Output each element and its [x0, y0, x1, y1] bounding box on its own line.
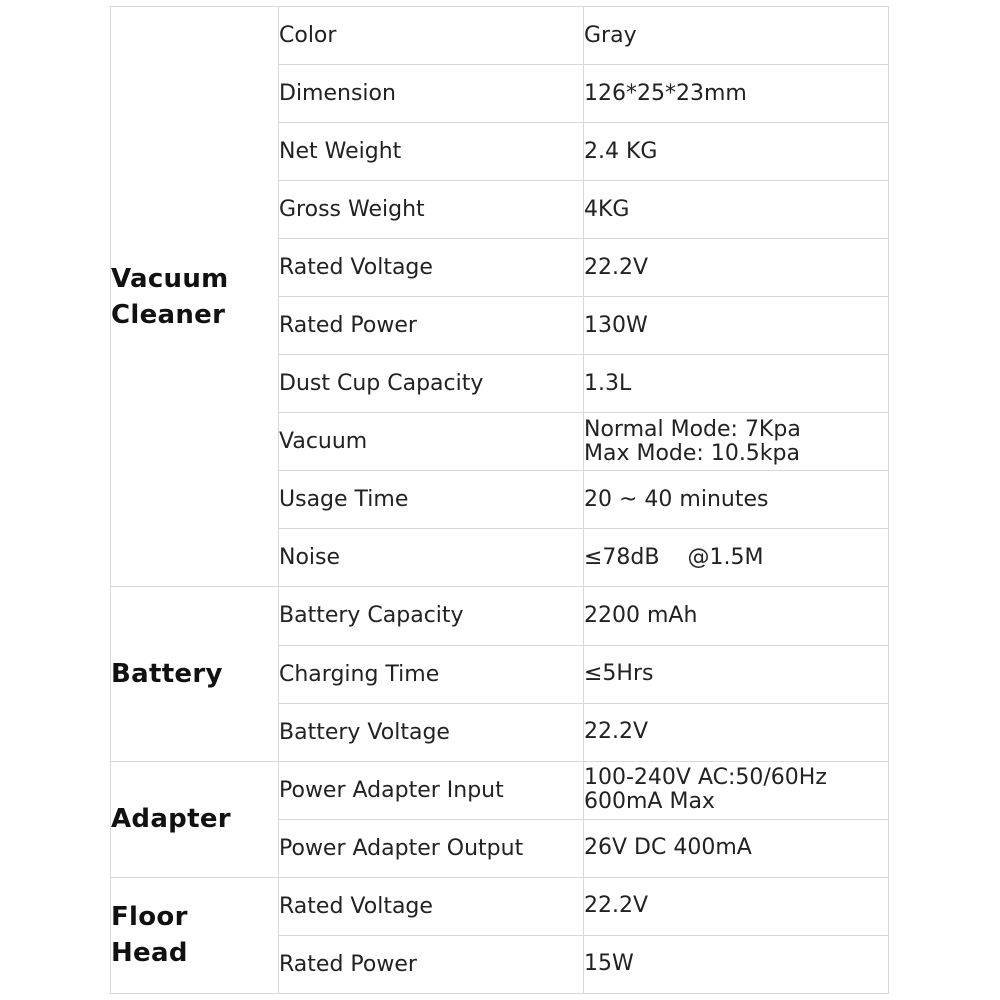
spec-value-line: 2200 mAh	[584, 602, 698, 628]
spec-label: Noise	[279, 529, 584, 587]
group-name-line: Cleaner	[111, 299, 226, 330]
spec-value	[584, 413, 889, 471]
spec-value-line: 15W	[584, 951, 634, 977]
group-name	[111, 877, 279, 993]
spec-value-line: 20 ~ 40 minutes	[584, 486, 769, 512]
spec-label: Rated Voltage	[279, 239, 584, 297]
spec-value-line: 4KG	[584, 196, 630, 222]
spec-label: Rated Voltage	[279, 877, 584, 935]
spec-table	[110, 6, 889, 994]
spec-row	[111, 7, 889, 65]
spec-label: Power Adapter Output	[279, 819, 584, 877]
spec-label: Rated Power	[279, 297, 584, 355]
spec-label: Vacuum	[279, 413, 584, 471]
spec-value-line: 22.2V	[584, 254, 649, 280]
spec-label: Color	[279, 7, 584, 65]
group-name-line: Battery	[111, 659, 223, 690]
spec-value-line: 126*25*23mm	[584, 80, 747, 106]
group-name-line: Floor	[111, 902, 188, 933]
group-name-line: Head	[111, 938, 188, 969]
spec-value	[584, 471, 889, 529]
spec-value	[584, 123, 889, 181]
spec-value	[584, 645, 889, 703]
spec-value	[584, 587, 889, 645]
spec-label: Rated Power	[279, 935, 584, 993]
spec-value-line: 2.4 KG	[584, 138, 658, 164]
group-name	[111, 587, 279, 761]
spec-value-line: Gray	[584, 22, 637, 48]
spec-label: Dust Cup Capacity	[279, 355, 584, 413]
spec-value	[584, 65, 889, 123]
spec-value	[584, 935, 889, 993]
spec-row	[111, 877, 889, 935]
spec-value	[584, 703, 889, 761]
spec-value	[584, 7, 889, 65]
group-name	[111, 7, 279, 587]
spec-value-line: 22.2V	[584, 719, 649, 745]
spec-label: Power Adapter Input	[279, 761, 584, 819]
spec-value-line: 600mA Max	[584, 789, 715, 815]
spec-value	[584, 877, 889, 935]
spec-value-line: ≤5Hrs	[584, 661, 654, 687]
spec-value-line: 100-240V AC:50/60Hz	[584, 765, 827, 791]
spec-value	[584, 239, 889, 297]
group-name-line: Adapter	[111, 804, 231, 835]
spec-label: Net Weight	[279, 123, 584, 181]
spec-label: Charging Time	[279, 645, 584, 703]
spec-label: Battery Capacity	[279, 587, 584, 645]
spec-value-line: 130W	[584, 312, 648, 338]
spec-value	[584, 181, 889, 239]
spec-row	[111, 761, 889, 819]
spec-label: Dimension	[279, 65, 584, 123]
spec-label: Usage Time	[279, 471, 584, 529]
spec-row	[111, 587, 889, 645]
spec-value	[584, 355, 889, 413]
spec-value-line: Max Mode: 10.5kpa	[584, 440, 800, 466]
spec-value	[584, 297, 889, 355]
spec-label: Battery Voltage	[279, 703, 584, 761]
spec-table-body	[111, 7, 889, 994]
spec-value-line: ≤78dB @1.5M	[584, 544, 764, 570]
spec-value	[584, 761, 889, 819]
spec-value	[584, 819, 889, 877]
spec-value-line: 1.3L	[584, 370, 632, 396]
spec-label: Gross Weight	[279, 181, 584, 239]
spec-value-line: Normal Mode: 7Kpa	[584, 416, 801, 442]
group-name	[111, 761, 279, 877]
spec-value	[584, 529, 889, 587]
group-name-line: Vacuum	[111, 263, 229, 294]
spec-value-line: 26V DC 400mA	[584, 835, 752, 861]
spec-value-line: 22.2V	[584, 893, 649, 919]
